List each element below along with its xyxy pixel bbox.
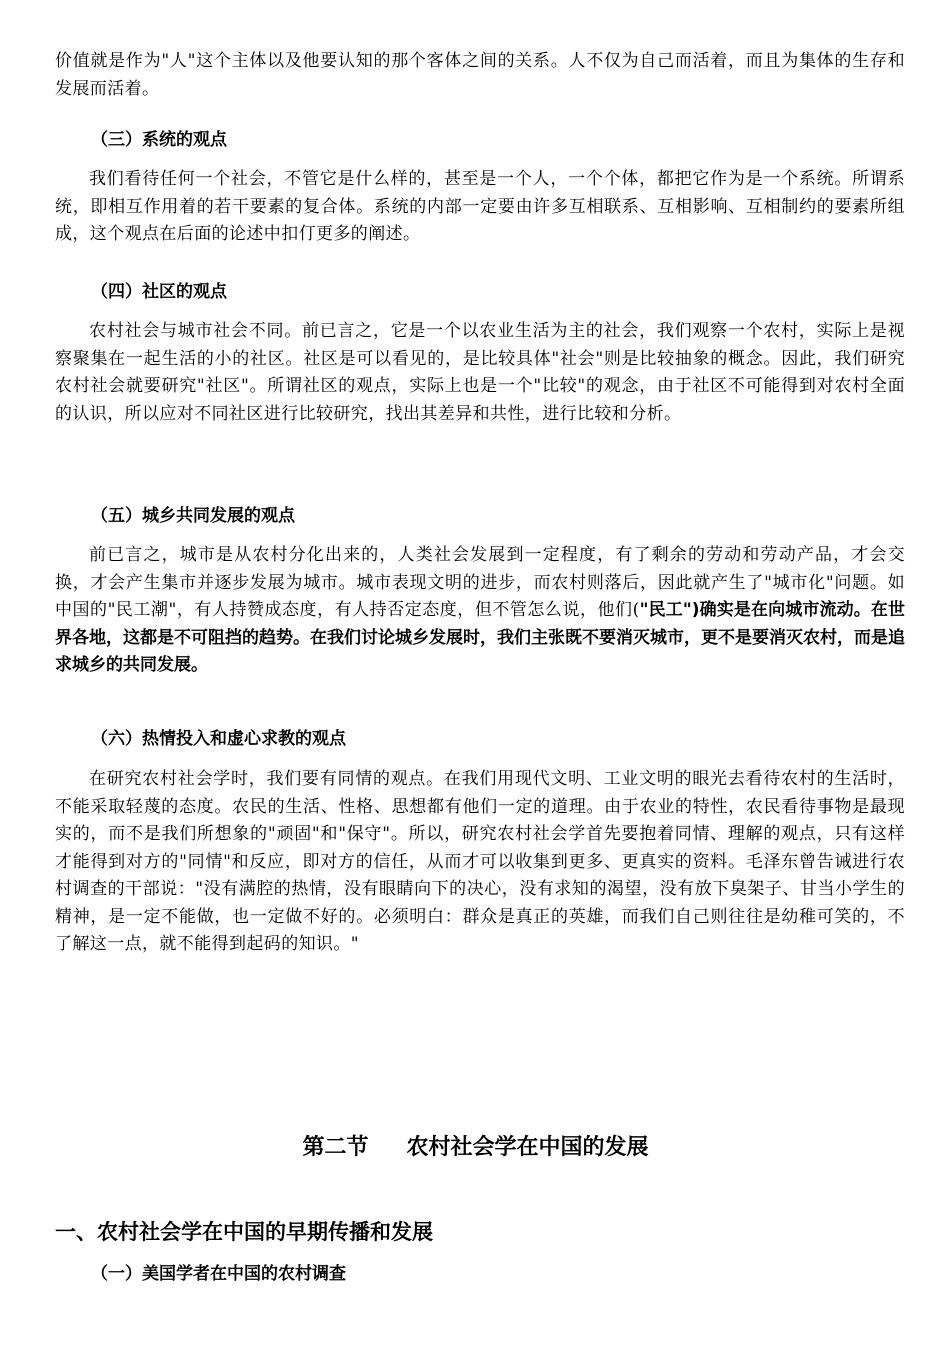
heading-number: （六） — [91, 729, 142, 749]
heading-number: （四） — [91, 282, 142, 302]
heading-number: （五） — [91, 506, 142, 526]
paragraph-community-view: 农村社会与城市社会不同。前已言之，它是一个以农业生活为主的社会，我们观察一个农村，实际上是视察聚集在一起生活的小的社区。社区是可以看见的，是比较具体"社会"则是比较抽象的概念。因此，我们研究农村社会就要研究"社区"。所谓社区的观点，实际上也是一个"比较"的观念，由于社区不可能得到对农村全面的认识，所以应对不同社区进行比较研究，找出其差异和共性，进行比较和分析。 — [55, 321, 905, 424]
heading-early-development: 一、农村社会学在中国的早期传播和发展 — [55, 1219, 433, 1244]
paragraph-passion-view: 在研究农村社会学时，我们要有同情的观点。在我们用现代文明、工业文明的眼光去看待农村的生活时，不能采取轻蔑的态度。农民的生活、性格、思想都有他们一定的道理。由于农业的特性，农民看待事物是最现实的，而不是我们所想象的"顽固"和"保守"。所以，研究农村社会学首先要抱着同情、理解的观点，只有这样才能得到对方的"同情"和反应，即对方的信任，从而才可以收集到更多、更真实的资料。毛泽东曾告诫进行农村调查的干部说："没有满腔的热情，没有眼睛向下的决心，没有求知的渴望，没有放下臭架子、甘当小学生的精神，是一定不能做，也一定做不好的。必须明白：群众是真正的英雄，而我们自己则往往是幼稚可笑的，不了解这一点，就不能得到起码的知识。" — [55, 769, 905, 954]
paragraph-bold-text: "民工")确实是在向城市流动。在世界各地，这都是不可阻挡的趋势。在我们讨论城乡发展时，我们主张既不要消灭城市，更不是要消灭农村，而是追求城乡的共同发展。 — [55, 600, 906, 675]
heading-title: 社区的观点 — [142, 282, 227, 302]
heading-title: 系统的观点 — [142, 130, 227, 150]
section-title — [0, 1132, 951, 1162]
heading-american-surveys — [91, 1262, 346, 1286]
heading-title: 热情投入和虚心求教的观点 — [142, 729, 346, 749]
heading-title: 美国学者在中国的农村调查 — [142, 1264, 346, 1284]
section-number: 第二节 — [302, 1134, 369, 1160]
paragraph-urban-rural-view — [55, 542, 905, 680]
heading-community-view — [91, 280, 227, 304]
heading-system-view — [91, 128, 227, 152]
heading-title: 城乡共同发展的观点 — [142, 506, 295, 526]
heading-passion-view — [91, 727, 346, 751]
paragraph-text: 前已言之，城市是从农村分化出来的，人类社会发展到一定程度，有了剩余的劳动和劳动产品，才会交换，才会产生集市并逐步发展为城市。城市表现文明的进步，而农村则落后，因此就产生了"城市化"问题。如中国的"民工潮"，有人持赞成态度，有人持否定态度，但不管怎么说，他们( — [55, 545, 905, 620]
heading-number: （三） — [91, 130, 142, 150]
heading-urban-rural-view — [91, 504, 295, 528]
heading-number: （一） — [91, 1264, 142, 1284]
paragraph-intro: 价值就是作为"人"这个主体以及他要认知的那个客体之间的关系。人不仅为自己而活着，而且为集体的生存和发展而活着。 — [55, 51, 905, 99]
section-name: 农村社会学在中国的发展 — [406, 1134, 649, 1160]
paragraph-system-view: 我们看待任何一个社会，不管它是什么样的，甚至是一个人，一个个体，都把它作为是一个系统。所谓系统，即相互作用着的若干要素的复合体。系统的内部一定要由许多互相联系、互相影响、互相制约的要素所组成，这个观点在后面的论述中扣仃更多的阐述。 — [55, 169, 905, 244]
